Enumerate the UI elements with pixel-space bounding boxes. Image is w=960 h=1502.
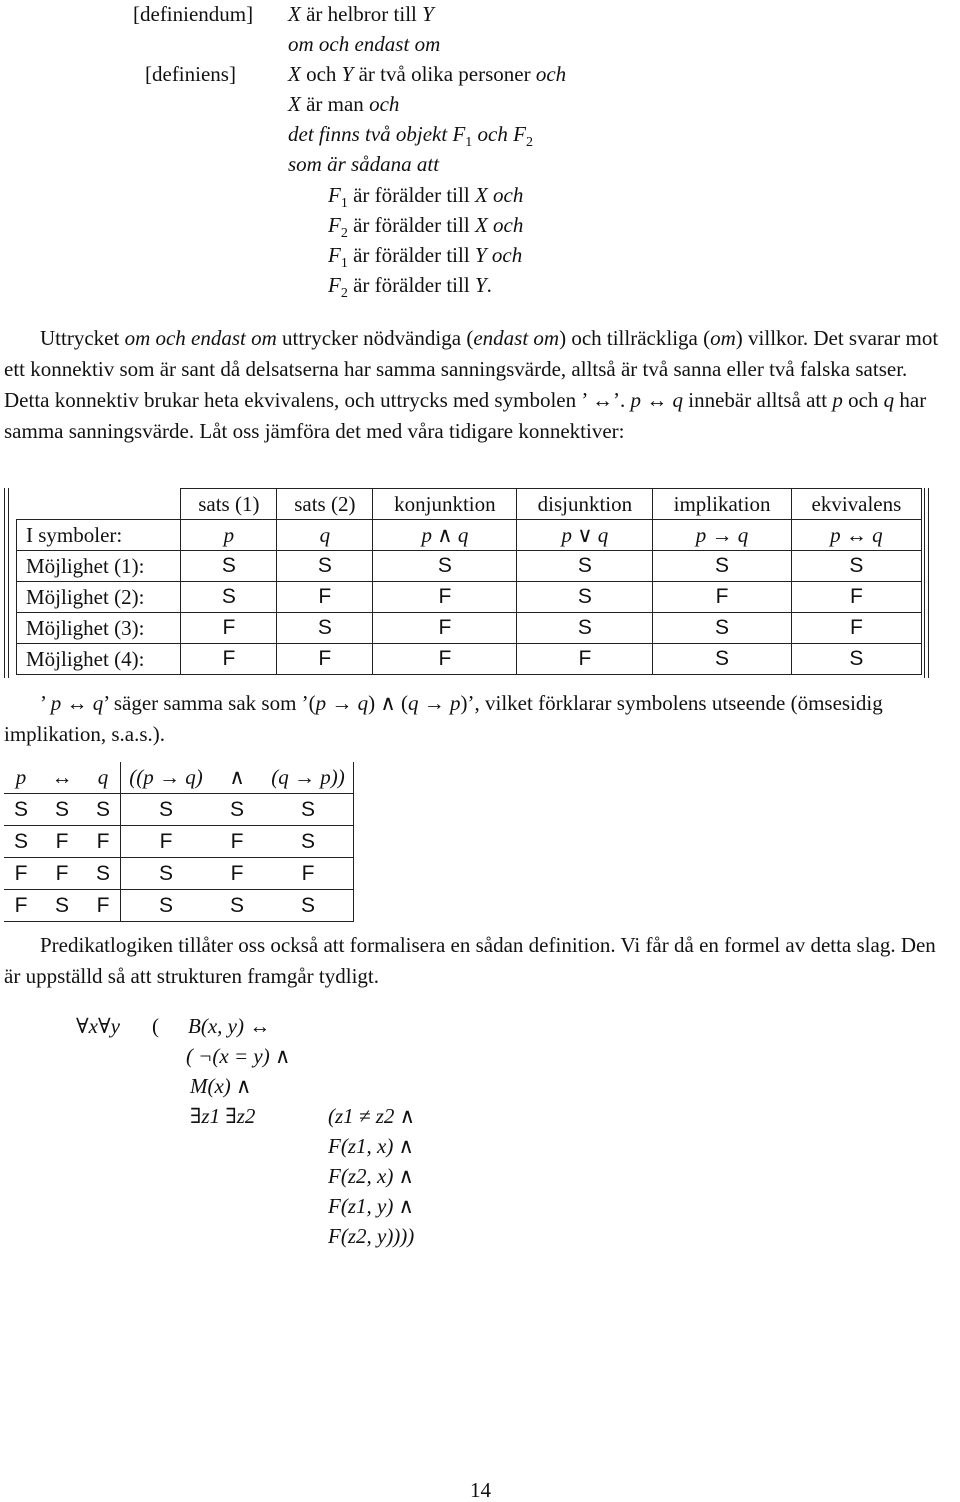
definition-line-3: X och Y är två olika personer och bbox=[288, 62, 567, 86]
table-header-cell bbox=[17, 489, 181, 520]
definition-line-4: X är man och bbox=[288, 92, 400, 116]
definition-line-8: $F_2$ är förälder till X och bbox=[328, 213, 524, 241]
table-cell: F bbox=[181, 613, 277, 644]
table-cell: p → q bbox=[653, 520, 792, 551]
table-cell: p ∧ q bbox=[373, 520, 517, 551]
table-row bbox=[17, 582, 922, 613]
table-cell: F bbox=[517, 644, 653, 675]
page-number: 14 bbox=[470, 1478, 491, 1502]
connectives-truth-table bbox=[16, 488, 922, 675]
formula-open-paren: ( bbox=[152, 1014, 159, 1038]
definition-line-1: X är helbror till Y bbox=[288, 2, 434, 26]
table-cell: S bbox=[86, 858, 121, 890]
formula-line-6: F(z2, x) ∧ bbox=[328, 1164, 414, 1188]
formula-line-4b: (z1 ≠ z2 ∧ bbox=[328, 1104, 415, 1128]
definition-line-7: $F_1$ är förälder till X och bbox=[328, 183, 524, 211]
table-right-double-rule bbox=[924, 488, 929, 678]
table-cell: F bbox=[38, 826, 86, 858]
table-cell: S bbox=[211, 794, 263, 826]
table-row bbox=[17, 613, 922, 644]
table-left-double-rule bbox=[4, 488, 9, 678]
table-cell: F bbox=[263, 858, 354, 890]
table-cell: S bbox=[517, 613, 653, 644]
definition-line-10: $F_2$ är förälder till Y. bbox=[328, 273, 492, 301]
table-cell: F bbox=[277, 582, 373, 613]
paragraph-mutual-implication: ’ p ↔ q’ säger samma sak som ’(p → q) ∧ (q → p)’, vilket förklarar symbolens utseende (ömsesidig implikation, s.a.s.). bbox=[4, 691, 883, 746]
definition-line-2: om och endast om bbox=[288, 32, 441, 56]
table-row bbox=[17, 520, 922, 551]
table-cell: S bbox=[121, 890, 212, 922]
formula-line-4a: ∃z1 ∃z2 bbox=[190, 1104, 256, 1128]
definiens-tag: [definiens] bbox=[145, 62, 236, 86]
table-header-cell: sats (1) bbox=[181, 489, 277, 520]
table-cell: S bbox=[653, 551, 792, 582]
table-cell: S bbox=[277, 551, 373, 582]
formula-line-8: F(z2, y)))) bbox=[328, 1224, 415, 1248]
table-row bbox=[17, 644, 922, 675]
table-cell: S bbox=[791, 551, 921, 582]
table-cell: S bbox=[277, 613, 373, 644]
table-header-cell: disjunktion bbox=[517, 489, 653, 520]
table-header-cell: q bbox=[86, 762, 121, 794]
formula-line-2: ( ¬(x = y) ∧ bbox=[186, 1044, 291, 1068]
definition-line-5: det finns två objekt $F_1$ och $F_2$ bbox=[288, 122, 533, 150]
table-cell: S bbox=[86, 794, 121, 826]
table-cell: F bbox=[373, 613, 517, 644]
table-cell: S bbox=[121, 858, 212, 890]
formula-line-5: F(z1, x) ∧ bbox=[328, 1134, 414, 1158]
table-cell: F bbox=[791, 582, 921, 613]
table-cell: F bbox=[121, 826, 212, 858]
formula-line-3: M(x) ∧ bbox=[190, 1074, 252, 1098]
table-cell: S bbox=[263, 890, 354, 922]
table-header-cell: implikation bbox=[653, 489, 792, 520]
table-cell: F bbox=[277, 644, 373, 675]
table-cell: p ↔ q bbox=[791, 520, 921, 551]
table-header-row bbox=[4, 762, 354, 794]
table-row-label: Möjlighet (1): bbox=[17, 551, 181, 582]
table-header-cell: ∧ bbox=[211, 762, 263, 794]
paragraph-equivalence: Uttrycket om och endast om uttrycker nödvändiga (endast om) och tillräckliga (om) villkor. Det svarar mot ett konnektiv som är sant då delsatserna har samma sanningsvärde, alltså är två sanna eller två falska satser. Detta konnektiv brukar heta ekvivalens, och uttrycks med symbolen ’ ↔’. p ↔ q innebär alltså att p och q har samma sanningsvärde. Låt oss jämföra det med våra tidigare konnektiver: bbox=[4, 326, 939, 443]
table-header-row bbox=[17, 489, 922, 520]
table-cell: S bbox=[653, 644, 792, 675]
table-cell: S bbox=[38, 794, 86, 826]
table-cell: p bbox=[181, 520, 277, 551]
table-header-cell: konjunktion bbox=[373, 489, 517, 520]
definition-line-9: $F_1$ är förälder till Y och bbox=[328, 243, 523, 271]
table-cell: S bbox=[653, 613, 792, 644]
table-cell: F bbox=[373, 582, 517, 613]
table-row bbox=[4, 890, 354, 922]
table-cell: q bbox=[277, 520, 373, 551]
table-cell: S bbox=[517, 551, 653, 582]
table-cell: F bbox=[4, 858, 38, 890]
table-cell: S bbox=[263, 826, 354, 858]
table-cell: F bbox=[38, 858, 86, 890]
table-cell: F bbox=[86, 890, 121, 922]
table-row bbox=[4, 858, 354, 890]
table-header-cell: ekvivalens bbox=[791, 489, 921, 520]
table-cell: F bbox=[86, 826, 121, 858]
table-row bbox=[4, 826, 354, 858]
table-row-label: Möjlighet (3): bbox=[17, 613, 181, 644]
table-cell: S bbox=[373, 551, 517, 582]
table-cell: S bbox=[211, 890, 263, 922]
table-row bbox=[4, 794, 354, 826]
formula-quantifiers: ∀x∀y bbox=[76, 1014, 120, 1038]
table-cell: p ∨ q bbox=[517, 520, 653, 551]
table-cell: F bbox=[791, 613, 921, 644]
definition-line-6: som är sådana att bbox=[288, 152, 440, 176]
table-cell: S bbox=[263, 794, 354, 826]
table-cell: F bbox=[211, 826, 263, 858]
table-cell: F bbox=[373, 644, 517, 675]
table-cell: F bbox=[653, 582, 792, 613]
table-header-cell: (q → p)) bbox=[263, 762, 354, 794]
table-header-cell: ↔ bbox=[38, 762, 86, 794]
formula-line-1: B(x, y) ↔ bbox=[188, 1014, 271, 1038]
table-cell: S bbox=[4, 826, 38, 858]
definiendum-tag: [definiendum] bbox=[133, 2, 254, 26]
table-header-cell: p bbox=[4, 762, 38, 794]
table-row-label: Möjlighet (4): bbox=[17, 644, 181, 675]
table-cell: S bbox=[517, 582, 653, 613]
table-row-label: Möjlighet (2): bbox=[17, 582, 181, 613]
table-header-cell: ((p → q) bbox=[121, 762, 212, 794]
table-header-cell: sats (2) bbox=[277, 489, 373, 520]
table-cell: S bbox=[121, 794, 212, 826]
table-cell: S bbox=[38, 890, 86, 922]
table-row bbox=[17, 551, 922, 582]
paragraph-predicate-logic: Predikatlogiken tillåter oss också att formalisera en sådan definition. Vi får då en formel av detta slag. Den är uppställd så att strukturen framgår tydligt. bbox=[4, 933, 936, 988]
equivalence-truth-table bbox=[4, 762, 354, 922]
table-cell: F bbox=[211, 858, 263, 890]
formula-line-7: F(z1, y) ∧ bbox=[328, 1194, 414, 1218]
table-cell: F bbox=[181, 644, 277, 675]
table-cell: S bbox=[4, 794, 38, 826]
table-cell: S bbox=[181, 551, 277, 582]
table-row-label: I symboler: bbox=[17, 520, 181, 551]
table-cell: F bbox=[4, 890, 38, 922]
table-cell: S bbox=[791, 644, 921, 675]
table-cell: S bbox=[181, 582, 277, 613]
